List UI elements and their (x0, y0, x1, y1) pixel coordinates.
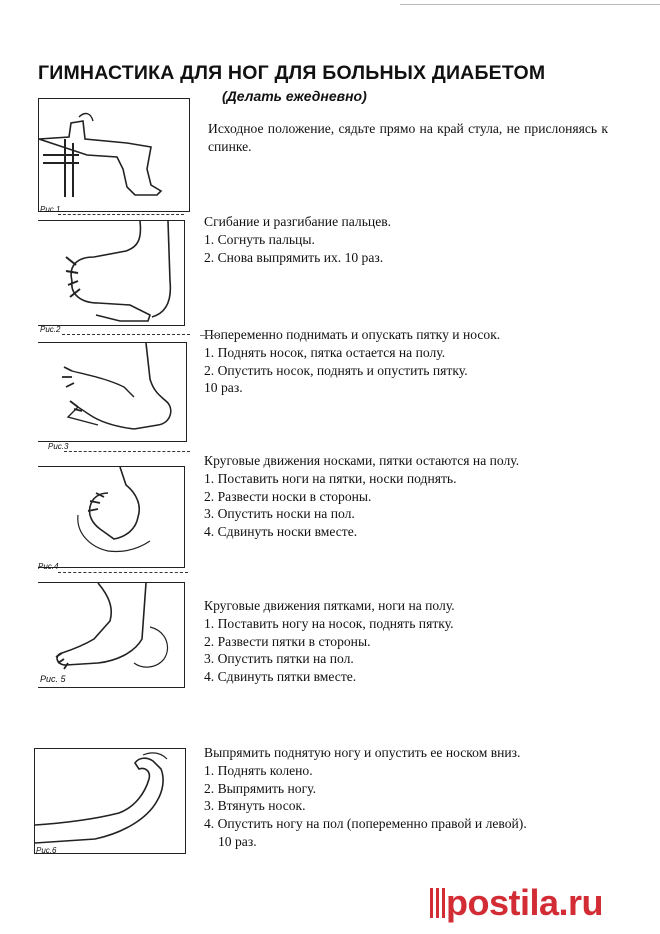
figure-caption: Рис. 5 (40, 674, 66, 684)
figure-6 (34, 748, 186, 854)
exercise-line: 2. Выпрямить ногу. (204, 780, 317, 796)
exercise-line: 10 раз. (204, 380, 243, 396)
exercise-line: 3. Опустить пятки на пол. (204, 651, 354, 667)
exercise-line: Выпрямить поднятую ногу и опустить ее носком вниз. (204, 745, 521, 760)
leg-extension-illustration (35, 749, 185, 853)
exercise-1-text (208, 120, 608, 156)
exercise-line: Попеременно поднимать и опускать пятку и носок. (204, 327, 501, 342)
figure-4 (38, 466, 185, 568)
figure-caption: Рис.1 (40, 205, 61, 214)
separator (58, 572, 188, 573)
exercise-line: 1. Согнуть пальцы. (204, 231, 315, 247)
exercise-line: 1. Поднять колено. (204, 762, 313, 778)
figure-5 (38, 582, 185, 688)
exercise-line: 4. Сдвинуть пятки вместе. (204, 669, 357, 685)
exercise-line: Круговые движения носками, пятки остаются на полу. (204, 453, 520, 468)
separator (64, 451, 190, 452)
separator (200, 335, 220, 336)
exercise-line: 4. Опустить ногу на пол (попеременно правой и левой). (204, 816, 527, 832)
exercise-line: 3. Опустить носки на пол. (204, 506, 355, 522)
exercise-line: 1. Поднять носок, пятка остается на полу. (204, 344, 446, 360)
leg-on-chair-illustration (39, 99, 189, 211)
page-title: ГИМНАСТИКА ДЛЯ НОГ ДЛЯ БОЛЬНЫХ ДИАБЕТОМ (38, 62, 546, 84)
figure-2 (38, 220, 185, 326)
toes-flexing-illustration (38, 221, 184, 325)
exercise-line: 10 раз. (218, 833, 257, 849)
exercise-line: 4. Сдвинуть носки вместе. (204, 524, 358, 540)
watermark-text: postila.ru (446, 882, 604, 923)
exercise-line: 1. Поставить ногу на носок, поднять пятку. (204, 615, 454, 631)
figure-caption: Рис.6 (36, 846, 57, 855)
exercise-line: 2. Развести пятки в стороны. (204, 633, 371, 649)
exercise-line: 2. Снова выпрямить их. 10 раз. (204, 249, 384, 265)
exercise-3-text (204, 326, 644, 397)
exercise-line: Исходное положение, сядьте прямо на край стула, не прислоняясь к спинке. (208, 121, 608, 154)
heel-toe-raise-illustration (38, 343, 186, 441)
figure-caption: Рис.4 (38, 562, 59, 571)
exercise-line: Сгибание и разгибание пальцев. (204, 214, 392, 229)
exercise-line: Круговые движения пятками, ноги на полу. (204, 598, 455, 613)
watermark-logo (424, 876, 660, 934)
exercise-line: 2. Развести носки в стороны. (204, 488, 372, 504)
heel-circles-illustration (38, 583, 184, 687)
exercise-4-text (204, 452, 644, 541)
figure-caption: Рис.3 (48, 442, 69, 451)
figure-3 (38, 342, 187, 442)
exercise-5-text (204, 597, 644, 686)
separator (58, 214, 184, 215)
separator (62, 334, 190, 335)
figure-1 (38, 98, 190, 212)
toe-circles-illustration (38, 467, 184, 567)
exercise-line: 1. Поставить ноги на пятки, носки поднять. (204, 470, 457, 486)
figure-caption: Рис.2 (40, 325, 61, 334)
page-subtitle: (Делать ежедневно) (222, 88, 367, 104)
exercise-line: 2. Опустить носок, поднять и опустить пятку. (204, 362, 468, 378)
exercise-2-text (204, 213, 644, 266)
exercise-6-text (204, 744, 644, 851)
scan-edge-line (400, 4, 660, 5)
exercise-line: 3. Втянуть носок. (204, 798, 306, 814)
